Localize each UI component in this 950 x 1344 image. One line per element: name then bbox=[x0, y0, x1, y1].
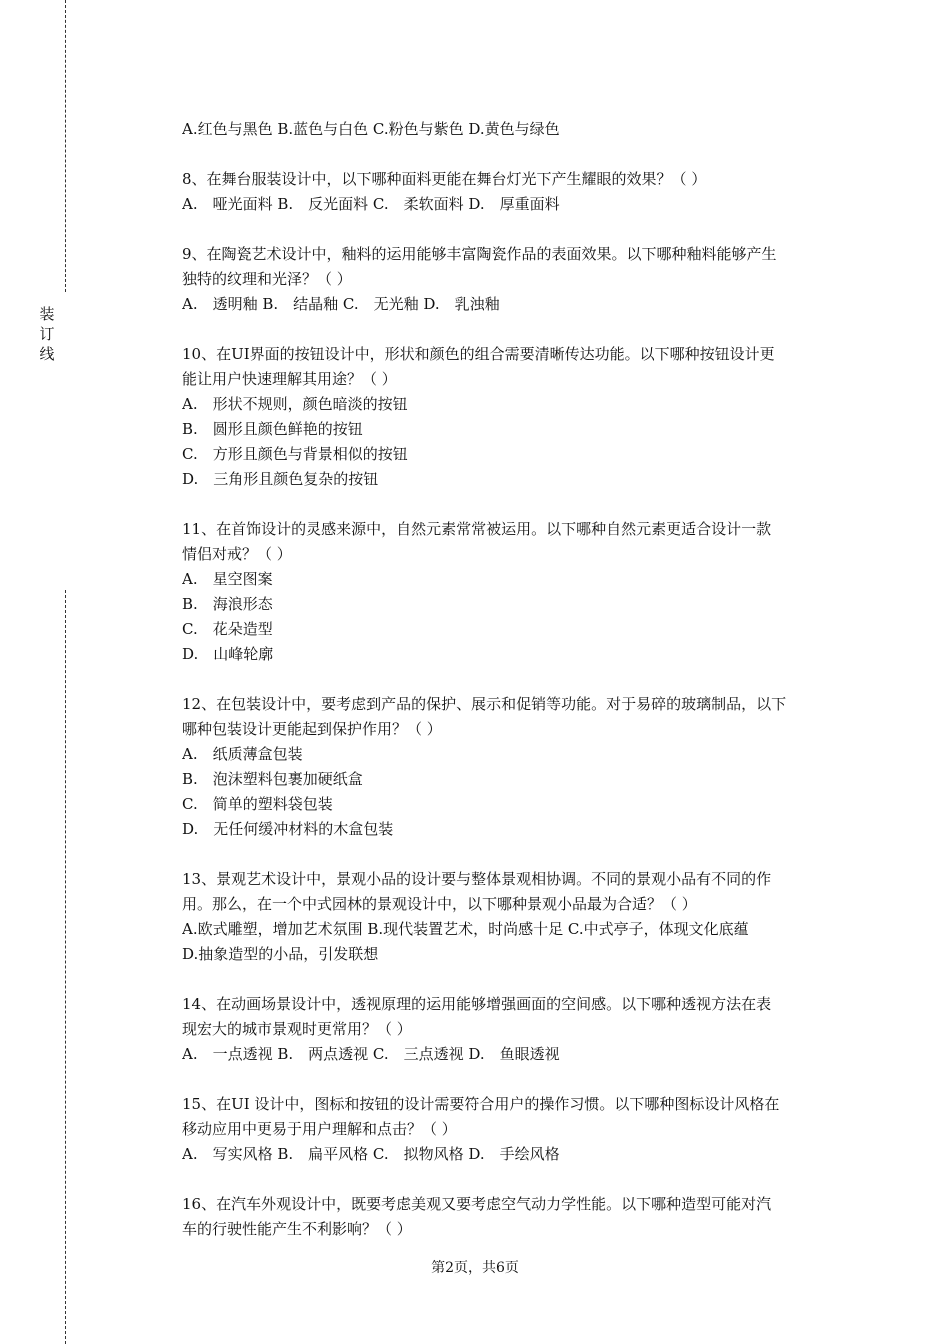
question-line: 8、在舞台服装设计中，以下哪种面料更能在舞台灯光下产生耀眼的效果？（ ） bbox=[182, 170, 707, 188]
question-line: 15、在UI 设计中，图标和按钮的设计需要符合用户的操作习惯。以下哪种图标设计风格在 bbox=[182, 1095, 780, 1113]
block-spacer bbox=[182, 492, 842, 517]
question-line: C. 花朵造型 bbox=[182, 620, 273, 638]
block-spacer bbox=[182, 842, 842, 867]
question-block bbox=[182, 117, 842, 142]
block-spacer bbox=[182, 317, 842, 342]
question-line: B. 海浪形态 bbox=[182, 595, 273, 613]
question-line: B. 圆形且颜色鲜艳的按钮 bbox=[182, 420, 363, 438]
question-line: A. 纸质薄盒包装 bbox=[182, 745, 303, 763]
block-spacer bbox=[182, 967, 842, 992]
question-block bbox=[182, 1192, 842, 1242]
question-block bbox=[182, 167, 842, 217]
question-line: 用。那么，在一个中式园林的景观设计中，以下哪种景观小品最为合适？（ ） bbox=[182, 895, 697, 913]
question-line: 情侣对戒？（ ） bbox=[182, 545, 292, 563]
question-line: 10、在UI界面的按钮设计中，形状和颜色的组合需要清晰传达功能。以下哪种按钮设计更 bbox=[182, 345, 775, 363]
question-line: D.抽象造型的小品，引发联想 bbox=[182, 945, 379, 963]
question-line: A. 形状不规则，颜色暗淡的按钮 bbox=[182, 395, 408, 413]
question-line: B. 泡沫塑料包裹加硬纸盒 bbox=[182, 770, 363, 788]
question-block bbox=[182, 867, 842, 967]
question-line: A. 写实风格 B. 扁平风格 C. 拟物风格 D. 手绘风格 bbox=[182, 1145, 560, 1163]
block-spacer bbox=[182, 1067, 842, 1092]
question-line: 能让用户快速理解其用途？（ ） bbox=[182, 370, 397, 388]
question-line: 11、在首饰设计的灵感来源中，自然元素常常被运用。以下哪种自然元素更适合设计一款 bbox=[182, 520, 772, 538]
question-line: C. 简单的塑料袋包装 bbox=[182, 795, 333, 813]
question-line: A. 一点透视 B. 两点透视 C. 三点透视 D. 鱼眼透视 bbox=[182, 1045, 560, 1063]
block-spacer bbox=[182, 217, 842, 242]
binding-char-2: 订 bbox=[39, 325, 55, 343]
question-line: A. 星空图案 bbox=[182, 570, 273, 588]
question-line: 9、在陶瓷艺术设计中，釉料的运用能够丰富陶瓷作品的表面效果。以下哪种釉料能够产生 bbox=[182, 245, 777, 263]
binding-dashed-line-bottom bbox=[65, 590, 66, 1344]
question-line: A. 透明釉 B. 结晶釉 C. 无光釉 D. 乳浊釉 bbox=[182, 295, 500, 313]
question-line: 12、在包装设计中，要考虑到产品的保护、展示和促销等功能。对于易碎的玻璃制品，以下 bbox=[182, 695, 787, 713]
binding-label bbox=[36, 304, 58, 364]
question-line: 现宏大的城市景观时更常用？（ ） bbox=[182, 1020, 412, 1038]
question-line: A.红色与黑色 B.蓝色与白色 C.粉色与紫色 D.黄色与绿色 bbox=[182, 120, 560, 138]
question-line: A.欧式雕塑，增加艺术氛围 B.现代装置艺术，时尚感十足 C.中式亭子，体现文化底蕴 bbox=[182, 920, 749, 938]
question-line: 16、在汽车外观设计中，既要考虑美观又要考虑空气动力学性能。以下哪种造型可能对汽 bbox=[182, 1195, 772, 1213]
binding-char-1: 装 bbox=[39, 305, 55, 323]
question-line: C. 方形且颜色与背景相似的按钮 bbox=[182, 445, 408, 463]
question-block bbox=[182, 242, 842, 317]
question-block bbox=[182, 692, 842, 842]
question-line: 13、景观艺术设计中，景观小品的设计要与整体景观相协调。不同的景观小品有不同的作 bbox=[182, 870, 772, 888]
binding-dashed-line-top bbox=[65, 0, 66, 292]
block-spacer bbox=[182, 142, 842, 167]
block-spacer bbox=[182, 667, 842, 692]
question-block bbox=[182, 342, 842, 492]
question-line: D. 三角形且颜色复杂的按钮 bbox=[182, 470, 379, 488]
question-line: 独特的纹理和光泽？（ ） bbox=[182, 270, 352, 288]
question-content bbox=[182, 117, 842, 1242]
question-line: D. 无任何缓冲材料的木盒包装 bbox=[182, 820, 394, 838]
block-spacer bbox=[182, 1167, 842, 1192]
page-footer: 第2页，共6页 bbox=[431, 1260, 519, 1276]
question-block bbox=[182, 517, 842, 667]
question-line: D. 山峰轮廓 bbox=[182, 645, 274, 663]
question-block bbox=[182, 992, 842, 1067]
question-line: 移动应用中更易于用户理解和点击？（ ） bbox=[182, 1120, 457, 1138]
question-line: 车的行驶性能产生不利影响？（ ） bbox=[182, 1220, 412, 1238]
question-line: 哪种包装设计更能起到保护作用？（ ） bbox=[182, 720, 442, 738]
question-block bbox=[182, 1092, 842, 1167]
question-line: 14、在动画场景设计中，透视原理的运用能够增强画面的空间感。以下哪种透视方法在表 bbox=[182, 995, 772, 1013]
question-line: A. 哑光面料 B. 反光面料 C. 柔软面料 D. 厚重面料 bbox=[182, 195, 560, 213]
binding-char-3: 线 bbox=[39, 345, 55, 363]
